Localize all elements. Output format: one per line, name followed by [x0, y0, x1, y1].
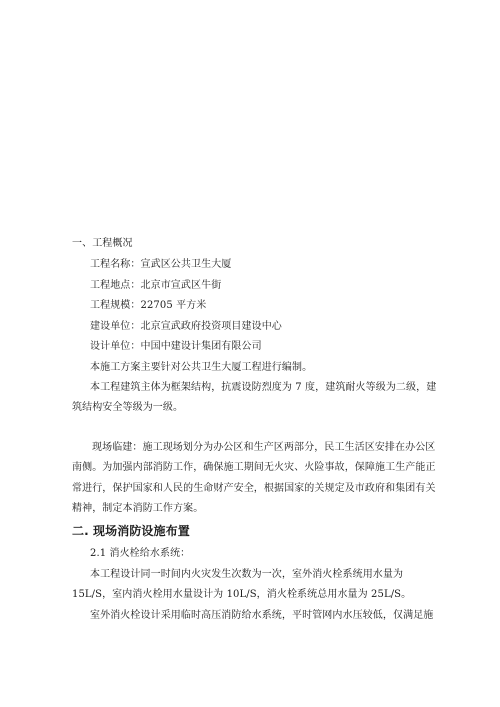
field-value: 22705 平方米 [140, 300, 207, 311]
structure-text-line-1: 本工程建筑主体为框架结构，抗震设防烈度为 7 度，建筑耐火等级为二级，建 [90, 382, 437, 393]
field-value: 北京市宣武区牛街 [140, 280, 222, 291]
field-label: 工程地点： [90, 280, 141, 291]
field-project-scale [90, 299, 206, 313]
field-label: 设计单位： [90, 341, 141, 352]
field-value: 宣武区公共卫生大厦 [140, 259, 232, 270]
field-owner [90, 320, 282, 334]
site-text-line-2: 南侧。为加强内部消防工作，确保施工期间无火灾、火险事故，保障施工生产能正 [72, 462, 436, 473]
section-1-heading: 一、工程概况 [72, 238, 133, 249]
field-designer [90, 340, 262, 354]
field-label: 建设单位： [90, 321, 141, 332]
field-value: 北京宣武政府投资项目建设中心 [140, 321, 282, 332]
hydrant-text-line-1: 本工程设计同一时间内火灾发生次数为一次，室外消火栓系统用水量为 [90, 569, 404, 580]
outdoor-hydrant-text-line-1: 室外消火栓设计采用临时高压消防给水系统，平时管网内水压较低，仅满足施 [90, 610, 434, 621]
field-label: 工程规模： [90, 300, 141, 311]
field-project-location [90, 279, 221, 293]
field-label: 工程名称： [90, 259, 141, 270]
field-value: 中国中建设计集团有限公司 [140, 341, 262, 352]
site-text-line-4: 精神，制定本消防工作方案。 [72, 503, 204, 514]
structure-text-line-2: 筑结构安全等级为一级。 [72, 402, 184, 413]
intro-text: 本施工方案主要针对公共卫生大厦工程进行编制。 [90, 362, 313, 373]
site-text-line-3: 常进行，保护国家和人民的生命财产安全，根据国家的关规定及市政府和集团有关 [72, 483, 436, 494]
site-text-line-1: 现场临建：施工现场划分为办公区和生产区两部分，民工生活区安排在办公区 [92, 442, 436, 453]
field-project-name [90, 258, 231, 272]
section-2-heading: 二. 现场消防设施布置 [72, 524, 190, 538]
sub-heading-hydrant-system: 2.1 消火栓给水系统： [90, 548, 191, 559]
hydrant-text-line-2: 15L/S，室内消火栓用水量设计为 10L/S，消火栓系统总用水量为 25L/S。 [72, 589, 412, 600]
